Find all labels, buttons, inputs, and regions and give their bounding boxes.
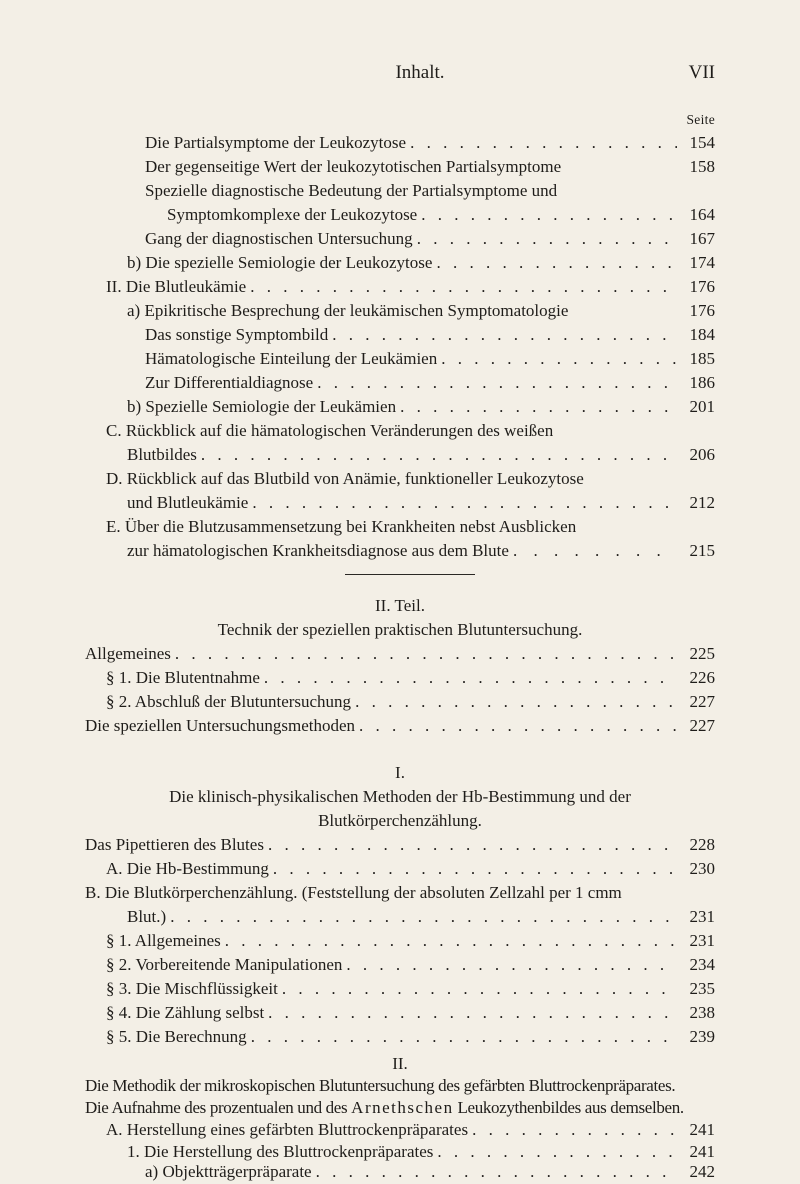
toc-entry: Gang der diagnostischen Untersuchung . . . 167 (145, 227, 715, 251)
chapter-title-line: Die Methodik der mikroskopischen Blutuntersuchung des gefärbten Bluttrockenpräparates. (85, 1076, 676, 1095)
running-header-title: Inhalt. (395, 62, 445, 83)
chapter-numeral: I. (395, 763, 405, 782)
toc-entry: § 2. Vorbereitende Manipulationen . . . 234 (106, 953, 715, 977)
toc-entry: § 3. Die Mischflüssigkeit . . . 235 (106, 977, 715, 1001)
toc-entry: Das sonstige Symptombild . . . 184 (145, 323, 715, 347)
toc-page-number: 176 (689, 301, 715, 320)
author-name-spaced: Arnethschen (351, 1098, 454, 1117)
toc-entry: Blut.) . . . 231 (127, 905, 715, 929)
divider-rule (345, 574, 475, 575)
toc-entry: II. Die Blutleukämie . . . 176 (106, 275, 715, 299)
toc-entry: und Blutleukämie . . . 212 (127, 491, 715, 515)
toc-entry: Der gegenseitige Wert der leukozytotischen Partialsymptome (145, 157, 562, 176)
chapter-numeral: II. (392, 1054, 408, 1073)
toc-entry: Blutbildes . . . 206 (127, 443, 715, 467)
toc-entry: § 2. Abschluß der Blutuntersuchung . . . 227 (106, 690, 715, 714)
toc-entry: E. Über die Blutzusammensetzung bei Krankheiten nebst Ausblicken (106, 517, 577, 536)
toc-entry: 1. Die Herstellung des Bluttrockenpräparates . . . 241 (127, 1140, 715, 1164)
toc-entry: B. Die Blutkörperchenzählung. (Feststellung der absoluten Zellzahl per 1 cmm (85, 883, 622, 902)
toc-entry: b) Spezielle Semiologie der Leukämien . . . 201 (127, 395, 715, 419)
toc-entry: § 1. Die Blutentnahme . . . 226 (106, 666, 715, 690)
toc-entry: Die speziellen Untersuchungsmethoden . . . 227 (85, 714, 715, 738)
toc-entry: a) Objektträgerpräparate . . . 242 (145, 1160, 715, 1184)
toc-entry: A. Die Hb-Bestimmung . . . 230 (106, 857, 715, 881)
chapter-title-line: Blutkörperchenzählung. (318, 811, 482, 830)
chapter-title-line: Die klinisch-physikalischen Methoden der Hb-Bestimmung und der (169, 787, 631, 806)
toc-entry: Das Pipettieren des Blutes . . . 228 (85, 833, 715, 857)
seite-column-label: Seite (686, 112, 715, 127)
toc-entry: D. Rückblick auf das Blutbild von Anämie, funktioneller Leukozytose (106, 469, 584, 488)
toc-entry: Allgemeines . . . 225 (85, 642, 715, 666)
toc-entry: § 5. Die Berechnung . . . 239 (106, 1025, 715, 1049)
toc-entry: Zur Differentialdiagnose . . . 186 (145, 371, 715, 395)
toc-entry: b) Die spezielle Semiologie der Leukozytose . . . 174 (127, 251, 715, 275)
part-subheading: Technik der speziellen praktischen Blutuntersuchung. (217, 620, 583, 639)
toc-entry: A. Herstellung eines gefärbten Bluttrockenpräparates . . . 241 (106, 1118, 715, 1142)
toc-page-number: 158 (689, 157, 715, 176)
chapter-title-line: Die Aufnahme des prozentualen und des Arnethschen Leukozythenbildes aus demselben. (85, 1098, 684, 1117)
toc-entry: Hämatologische Einteilung der Leukämien . . . 185 (145, 347, 715, 371)
running-header-page-number: VII (688, 62, 715, 83)
part-heading: II. Teil. (375, 596, 425, 615)
toc-entry: Symptomkomplexe der Leukozytose . . . 164 (167, 203, 715, 227)
toc-entry: § 4. Die Zählung selbst . . . 238 (106, 1001, 715, 1025)
toc-entry: Spezielle diagnostische Bedeutung der Partialsymptome und (145, 181, 558, 200)
toc-entry: zur hämatologischen Krankheitsdiagnose aus dem Blute . . . 215 (127, 539, 715, 563)
toc-entry: Die Partialsymptome der Leukozytose . . . 154 (145, 131, 715, 155)
toc-entry: § 1. Allgemeines . . . 231 (106, 929, 715, 953)
toc-entry: C. Rückblick auf die hämatologischen Veränderungen des weißen (106, 421, 554, 440)
toc-entry: a) Epikritische Besprechung der leukämischen Symptomatologie (127, 301, 569, 320)
